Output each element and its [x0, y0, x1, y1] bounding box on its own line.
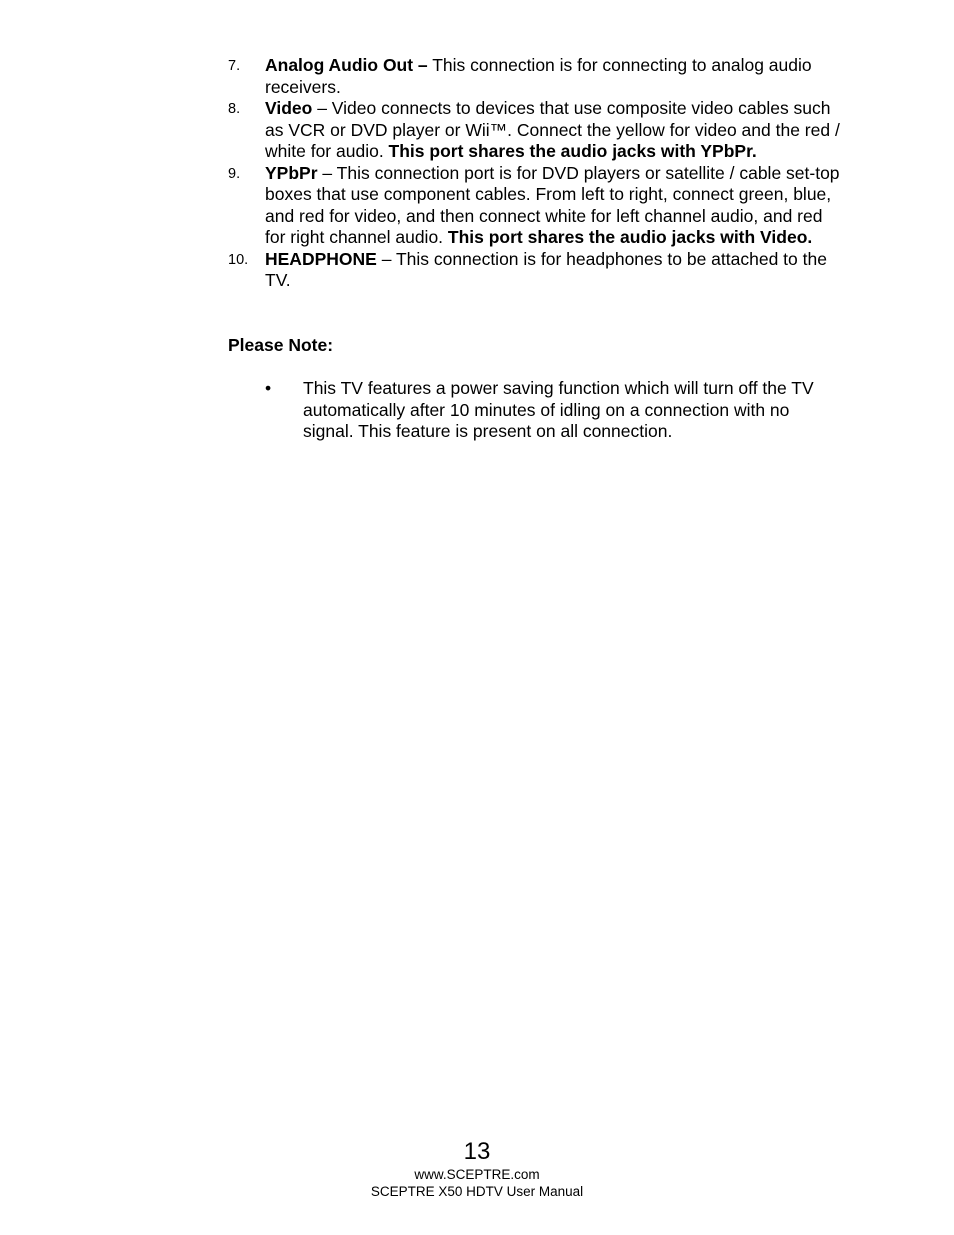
- item-note: This port shares the audio jacks with Video.: [447, 227, 813, 247]
- note-bullet-list: [228, 378, 840, 443]
- item-term: YPbPr: [265, 162, 318, 183]
- item-description: – Video connects to devices that use composite video cables such as VCR or DVD player or Wii™. Connect the yellow for video and the red / white for audio.: [265, 98, 840, 161]
- list-item-video: [228, 98, 840, 163]
- item-description: – This connection is for headphones to be attached to the TV.: [265, 248, 827, 290]
- item-term: Video: [265, 98, 313, 118]
- item-description: This connection is for connecting to analog audio receivers.: [265, 55, 812, 97]
- item-note: This port shares the audio jacks with YPbPr.: [388, 141, 757, 161]
- item-number: 8.: [228, 101, 241, 117]
- note-bullet-item: [228, 378, 833, 443]
- note-bullet-text: This TV features a power saving function which will turn off the TV automatically after 10 minutes of idling on a connection with no signal. This feature is present on all connection.: [303, 378, 814, 441]
- bullet-icon: •: [265, 378, 272, 398]
- note-heading: Please Note:: [228, 334, 334, 355]
- footer-manual-title: SCEPTRE X50 HDTV User Manual: [370, 1184, 584, 1199]
- item-term: Analog Audio Out –: [265, 55, 428, 75]
- page-content: [228, 55, 840, 443]
- page-footer: [0, 1138, 954, 1200]
- item-term: HEADPHONE: [265, 248, 377, 269]
- list-item-ypbpr: [228, 163, 840, 249]
- footer-website: www.SCEPTRE.com: [414, 1167, 540, 1182]
- connections-list: [228, 55, 840, 292]
- item-number: 10.: [228, 251, 249, 268]
- item-number: 7.: [228, 58, 241, 74]
- item-number: 9.: [228, 165, 241, 182]
- page-number: 13: [463, 1138, 491, 1165]
- list-item-headphone: [228, 249, 840, 292]
- item-description: – This connection port is for DVD players or satellite / cable set-top boxes that use component cables. From left to right, connect green, blue, and red for video, and then connect white for left channel audio, and red for right channel audio.: [265, 162, 840, 247]
- list-item-analog-audio-out: [228, 55, 840, 98]
